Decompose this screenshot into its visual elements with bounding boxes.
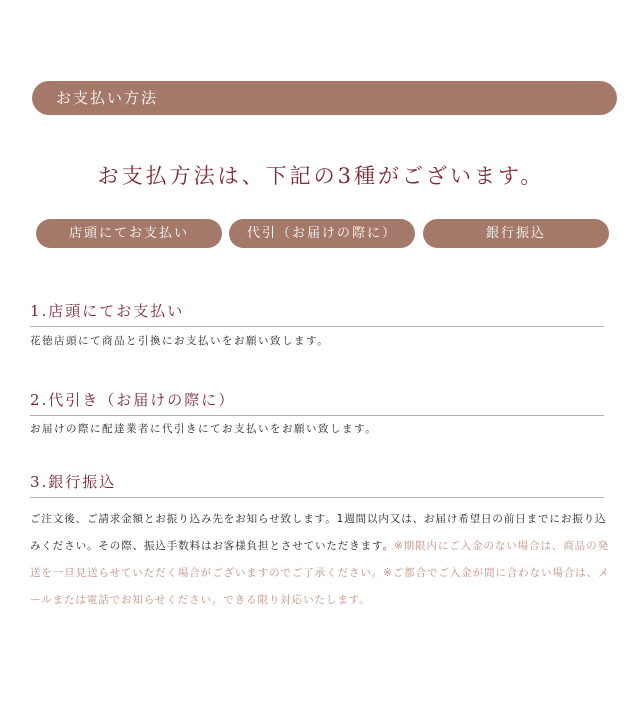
section-header-title: お支払い方法 bbox=[56, 89, 159, 107]
section-title-store-payment: 1.店頭にてお支払い bbox=[30, 300, 604, 327]
intro-text: お支払方法は、下記の3種がございます。 bbox=[97, 164, 545, 188]
bank-transfer-instructions: ご注文後、ご請求金額とお振り込み先をお知らせ致します。1週間以内又は、お届け希望日の前日までにお振り込みください。その際、振込手数料はお客様負担とさせていただきます。 bbox=[30, 513, 607, 552]
tab-label: 店頭にてお支払い bbox=[68, 226, 189, 241]
section-header bbox=[32, 81, 617, 115]
section-body-bank-transfer bbox=[30, 506, 610, 614]
tab-cash-on-delivery[interactable] bbox=[229, 219, 415, 248]
tab-bank-transfer[interactable] bbox=[423, 219, 609, 248]
section-body-store-payment: 花徳店頭にて商品と引換にお支払いをお願い致します。 bbox=[30, 335, 330, 347]
section-title-cash-on-delivery: 2.代引き（お届けの際に） bbox=[30, 389, 604, 416]
section-title-bank-transfer: 3.銀行振込 bbox=[30, 471, 604, 498]
tab-label: 銀行振込 bbox=[485, 226, 546, 241]
section-body-cash-on-delivery: お届けの際に配達業者に代引きにてお支払いをお願い致します。 bbox=[30, 423, 378, 435]
tab-store-payment[interactable] bbox=[36, 219, 222, 248]
bank-transfer-note: ※期限内にご入金のない場合は、商品の発送を一旦見送らせていただく場合がございますのでご了承ください。※ご都合でご入金が間に合わない場合は、メールまたは電話でお知らせください。できる限り対応いたします。 bbox=[30, 540, 610, 606]
tab-label: 代引（お届けの際に） bbox=[246, 226, 397, 241]
